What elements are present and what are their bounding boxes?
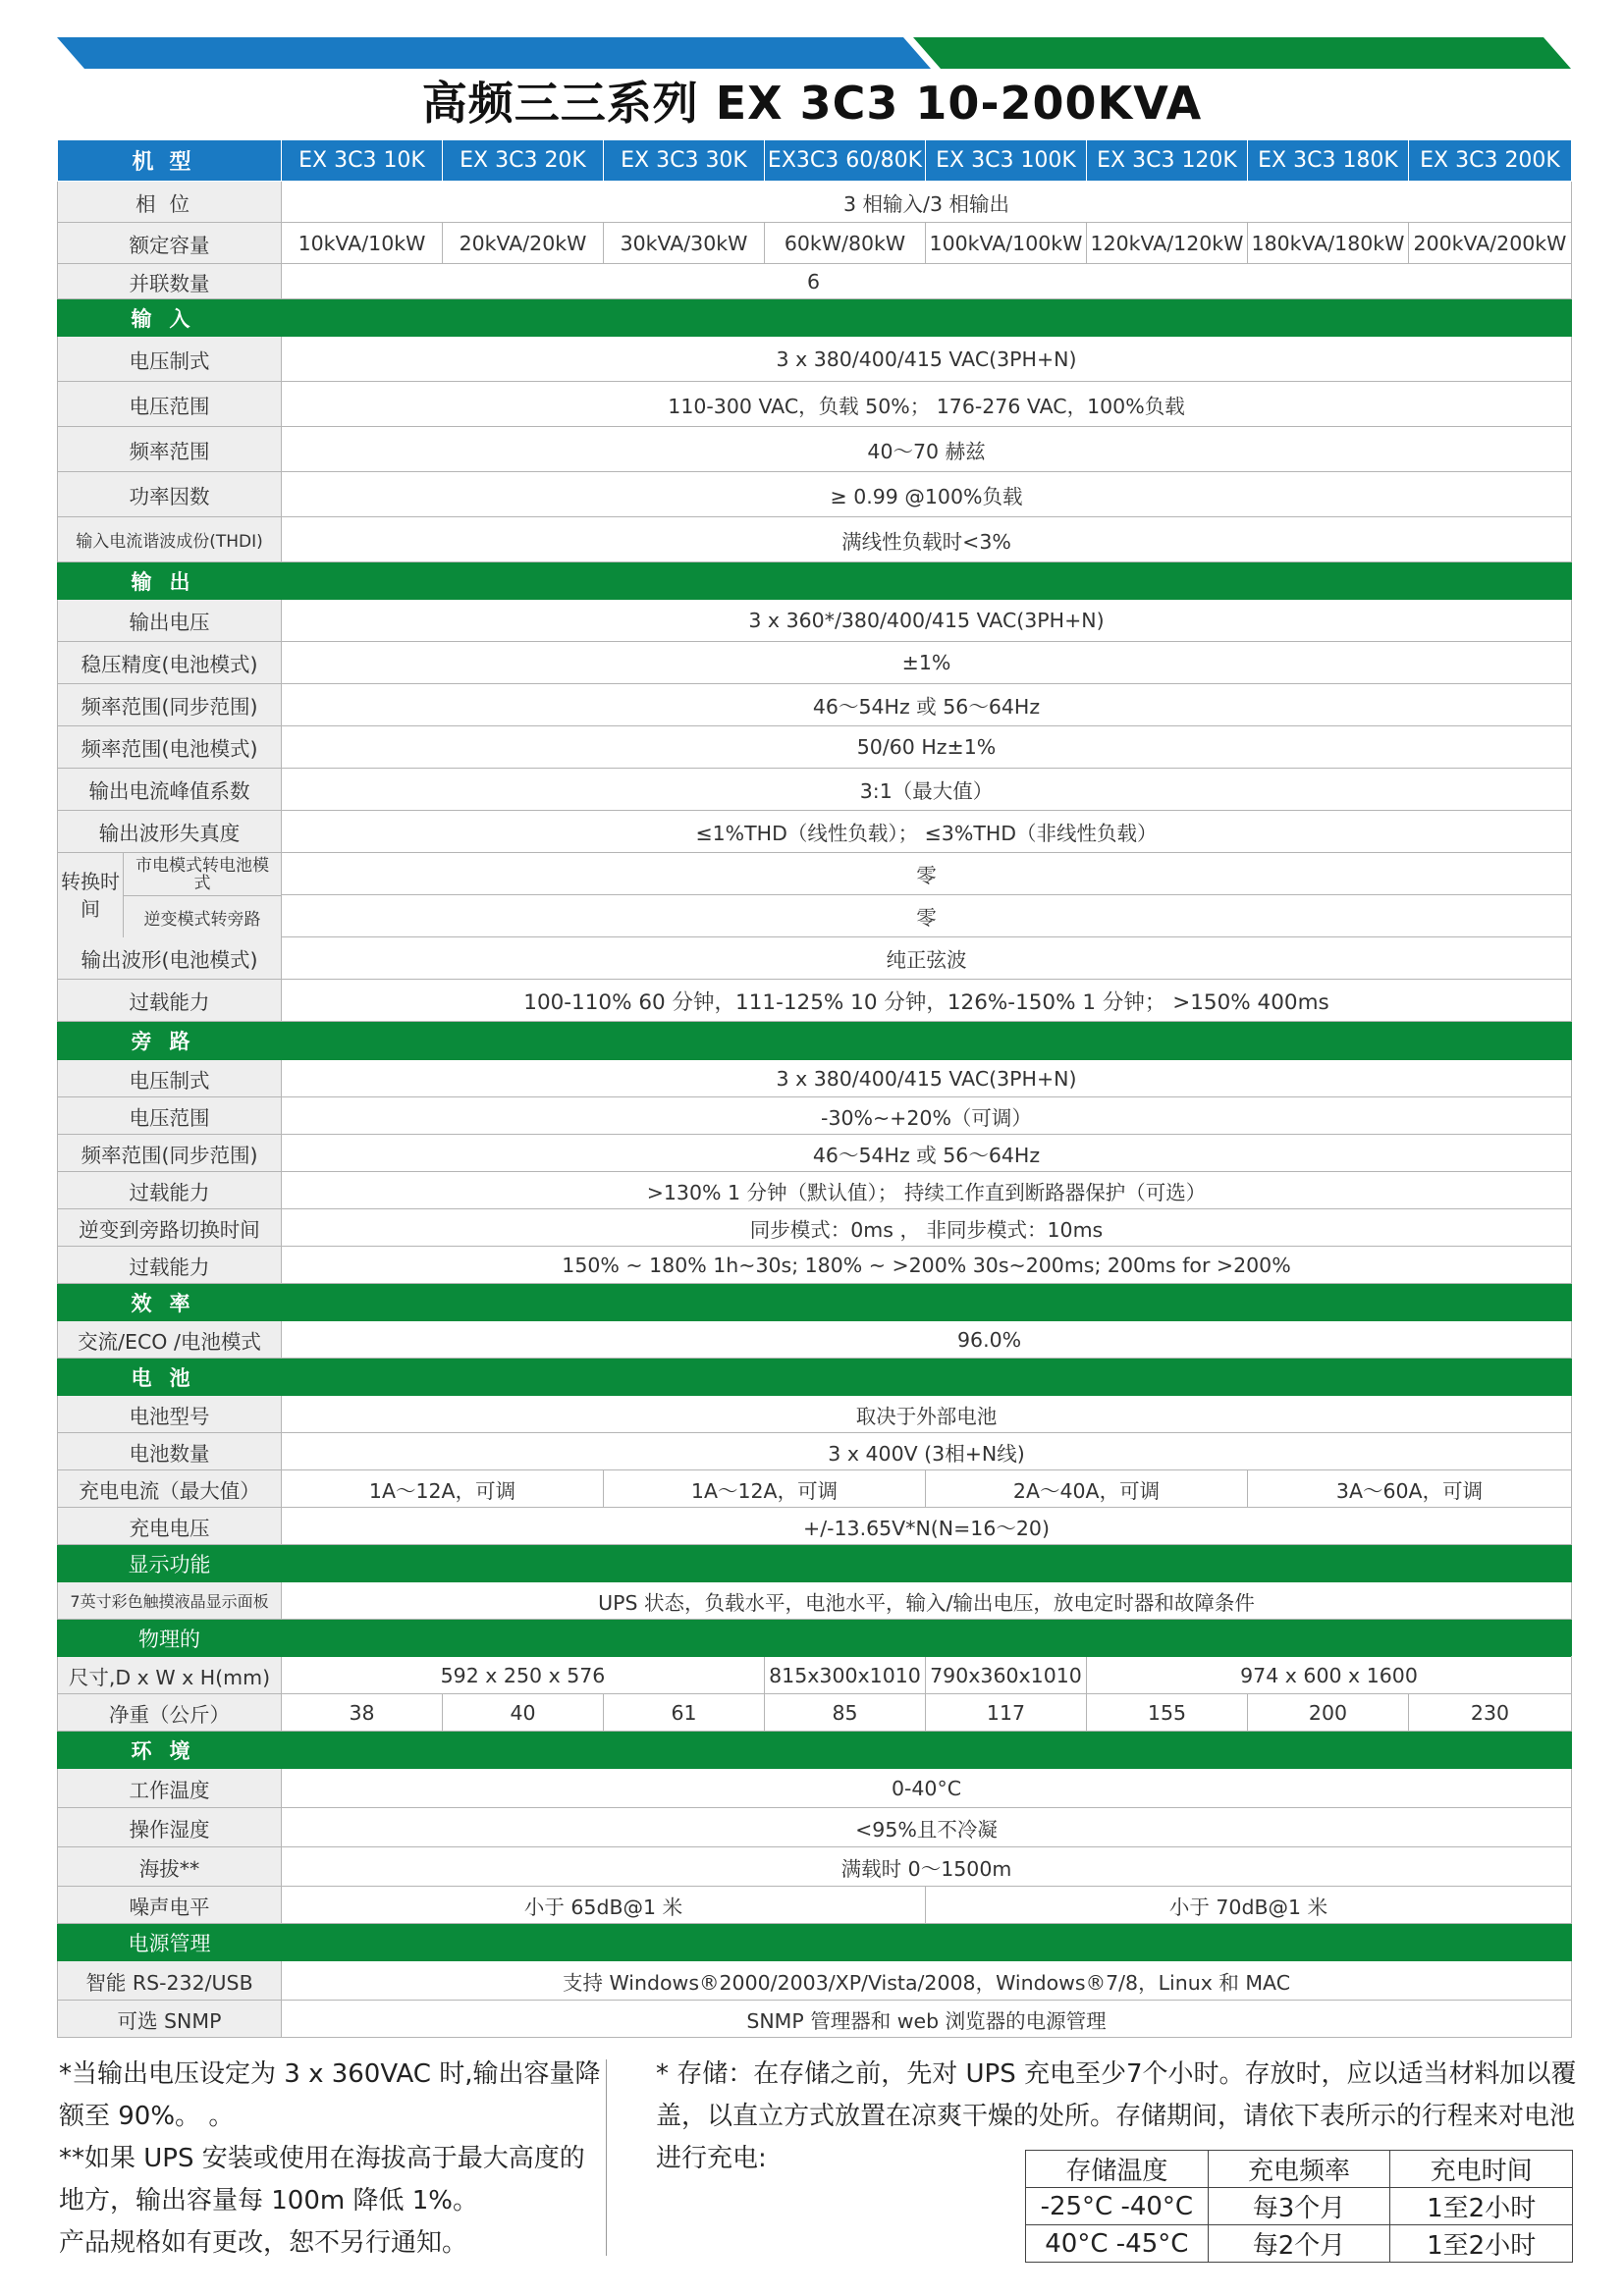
row-label: 过载能力	[58, 1247, 282, 1284]
row-value: -30%~+20%（可调）	[282, 1097, 1572, 1135]
row-value: 3 x 380/400/415 VAC(3PH+N)	[282, 337, 1572, 382]
noise-cell: 小于 70dB@1 米	[926, 1887, 1572, 1924]
row-value: 3 x 360*/380/400/415 VAC(3PH+N)	[282, 600, 1572, 642]
row-label: 净重（公斤）	[58, 1694, 282, 1732]
row-label: 频率范围(电池模式)	[58, 726, 282, 769]
spec-row	[58, 1508, 1572, 1545]
row-value: 取决于外部电池	[282, 1396, 1572, 1433]
dimension-cell: 790x360x1010	[926, 1657, 1087, 1694]
row-value: <95%且不冷凝	[282, 1808, 1572, 1847]
row-label: 电压范围	[58, 382, 282, 427]
footnotes-left	[59, 2054, 609, 2265]
row-label: 额定容量	[58, 223, 282, 264]
row-label: 海拔**	[58, 1847, 282, 1887]
storage-cell: 1至2小时	[1390, 2225, 1573, 2263]
spec-row	[58, 427, 1572, 472]
storage-header-cell: 充电时间	[1390, 2151, 1573, 2188]
weight-cell: 155	[1087, 1694, 1248, 1732]
spec-row	[58, 642, 1572, 684]
row-value: SNMP 管理器和 web 浏览器的电源管理	[282, 2001, 1572, 2038]
spec-row	[58, 811, 1572, 853]
model-cell: EX 3C3 100K	[926, 140, 1087, 182]
spec-row	[58, 1209, 1572, 1247]
storage-row	[1026, 2225, 1573, 2263]
spec-row	[58, 1657, 1572, 1694]
row-label: 逆变到旁路切换时间	[58, 1209, 282, 1247]
model-cell: EX 3C3 120K	[1087, 140, 1248, 182]
row-label: 噪声电平	[58, 1887, 282, 1924]
spec-row	[58, 1060, 1572, 1097]
row-label: 并联数量	[58, 264, 282, 299]
spec-row	[58, 2001, 1572, 2038]
spec-row	[58, 1097, 1572, 1135]
row-label: 过载能力	[58, 1172, 282, 1209]
row-label: 交流/ECO /电池模式	[58, 1321, 282, 1359]
section-title: 显示功能	[58, 1545, 282, 1582]
storage-cell: 每3个月	[1208, 2188, 1390, 2225]
row-label: 智能 RS-232/USB	[58, 1961, 282, 2001]
row-value: 50/60 Hz±1%	[282, 726, 1572, 769]
weight-cell: 38	[282, 1694, 443, 1732]
capacity-cell: 10kVA/10kW	[282, 223, 443, 264]
row-label: 输出电流峰值系数	[58, 769, 282, 811]
footnote: **如果 UPS 安装或使用在海拔高于最大高度的地方，输出容量每 100m 降低 1%。	[59, 2144, 585, 2216]
model-cell: EX 3C3 180K	[1248, 140, 1409, 182]
row-label: 尺寸,D x W x H(mm)	[58, 1657, 282, 1694]
section-title: 物理的	[58, 1620, 282, 1657]
storage-cell: 每2个月	[1208, 2225, 1390, 2263]
section-header-output	[58, 562, 1572, 600]
spec-table	[57, 139, 1572, 2038]
top-banner	[0, 0, 1624, 79]
storage-note: * 存储：在存储之前，先对 UPS 充电至少7个小时。存放时，应以适当材料加以覆盖，以直立方式放置在凉爽干燥的处所。存储期间，请依下表所示的行程来对电池进行充电:	[656, 2059, 1577, 2173]
model-header-row	[58, 140, 1572, 182]
spec-row	[58, 895, 1572, 937]
spec-row	[58, 382, 1572, 427]
row-label: 电池型号	[58, 1396, 282, 1433]
transfer-label-cell	[58, 853, 282, 930]
row-value: 3 相输入/3 相输出	[282, 182, 1572, 223]
storage-table	[1025, 2150, 1573, 2263]
spec-row	[58, 1396, 1572, 1433]
row-value: 3 x 400V (3相+N线)	[282, 1433, 1572, 1470]
section-header-input	[58, 299, 1572, 337]
spec-row	[58, 182, 1572, 223]
row-label: 工作温度	[58, 1769, 282, 1808]
model-label: 机型	[58, 140, 282, 182]
row-label: 频率范围	[58, 427, 282, 472]
row-label: 可选 SNMP	[58, 2001, 282, 2038]
spec-row	[58, 223, 1572, 264]
spec-row	[58, 1887, 1572, 1924]
row-value: 150% ~ 180% 1h~30s; 180% ~ >200% 30s~200ms; 200ms for >200%	[282, 1247, 1572, 1284]
row-value: 100-110% 60 分钟，111-125% 10 分钟，126%-150% 1 分钟； >150% 400ms	[282, 980, 1572, 1022]
charge-current-cell: 2A～40A，可调	[926, 1470, 1248, 1508]
model-cell: EX 3C3 20K	[443, 140, 604, 182]
footnote: *当输出电压设定为 3 x 360VAC 时,输出容量降额至 90%。 。	[59, 2059, 601, 2131]
weight-cell: 200	[1248, 1694, 1409, 1732]
row-label: 输出波形失真度	[58, 811, 282, 853]
spec-row	[58, 1847, 1572, 1887]
spec-row	[58, 264, 1572, 299]
spec-row	[58, 600, 1572, 642]
capacity-cell: 60kW/80kW	[765, 223, 926, 264]
weight-cell: 61	[604, 1694, 765, 1732]
row-label: 输出波形(电池模式)	[58, 937, 282, 980]
model-cell: EX 3C3 30K	[604, 140, 765, 182]
section-header-power-management	[58, 1924, 1572, 1961]
spec-row	[58, 1582, 1572, 1620]
row-label: 电压制式	[58, 337, 282, 382]
row-value: 3 x 380/400/415 VAC(3PH+N)	[282, 1060, 1572, 1097]
row-value: ≥ 0.99 @100%负载	[282, 472, 1572, 517]
spec-row	[58, 1172, 1572, 1209]
transfer-sub-label: 市电模式转电池模式	[124, 853, 281, 896]
noise-cell: 小于 65dB@1 米	[282, 1887, 926, 1924]
section-header-display	[58, 1545, 1572, 1582]
row-value: 支持 Windows®2000/2003/XP/Vista/2008，Windows®7/8，Linux 和 MAC	[282, 1961, 1572, 2001]
row-value: 3:1（最大值）	[282, 769, 1572, 811]
spec-row	[58, 769, 1572, 811]
weight-cell: 230	[1409, 1694, 1572, 1732]
spec-row	[58, 1961, 1572, 2001]
row-value: 满载时 0～1500m	[282, 1847, 1572, 1887]
row-value: 46～54Hz 或 56～64Hz	[282, 1135, 1572, 1172]
row-label: 稳压精度(电池模式)	[58, 642, 282, 684]
row-value: ≤1%THD（线性负载）； ≤3%THD（非线性负载）	[282, 811, 1572, 853]
storage-header-cell: 充电频率	[1208, 2151, 1390, 2188]
capacity-cell: 30kVA/30kW	[604, 223, 765, 264]
spec-row	[58, 1470, 1572, 1508]
row-value: 纯正弦波	[282, 937, 1572, 980]
dimension-cell: 974 x 600 x 1600	[1087, 1657, 1572, 1694]
banner-blue-stripe	[57, 37, 931, 69]
spec-row	[58, 980, 1572, 1022]
storage-header-row	[1026, 2151, 1573, 2188]
spec-row	[58, 1694, 1572, 1732]
storage-cell: -25°C -40°C	[1026, 2188, 1209, 2225]
row-label: 相位	[58, 182, 282, 223]
footnote: 产品规格如有更改，恕不另行通知。	[59, 2228, 468, 2258]
row-value: UPS 状态，负载水平，电池水平，输入/输出电压，放电定时器和故障条件	[282, 1582, 1572, 1620]
charge-current-cell: 3A～60A，可调	[1248, 1470, 1572, 1508]
storage-cell: 1至2小时	[1390, 2188, 1573, 2225]
spec-row	[58, 937, 1572, 980]
model-cell: EX 3C3 10K	[282, 140, 443, 182]
section-title: 输入	[58, 299, 282, 337]
spec-row	[58, 1321, 1572, 1359]
dimension-cell: 815x300x1010	[765, 1657, 926, 1694]
model-cell: EX 3C3 200K	[1409, 140, 1572, 182]
row-label: 输入电流谐波成份(THDI)	[58, 517, 282, 562]
storage-row	[1026, 2188, 1573, 2225]
capacity-cell: 200kVA/200kW	[1409, 223, 1572, 264]
section-title: 输出	[58, 562, 282, 600]
charge-current-cell: 1A～12A，可调	[604, 1470, 926, 1508]
spec-row	[58, 1808, 1572, 1847]
capacity-cell: 20kVA/20kW	[443, 223, 604, 264]
page-title: 高频三三系列 EX 3C3 10-200KVA	[421, 77, 1203, 130]
row-label: 频率范围(同步范围)	[58, 684, 282, 726]
row-value: 零	[282, 853, 1572, 895]
spec-row	[58, 726, 1572, 769]
row-label: 操作湿度	[58, 1808, 282, 1847]
spec-row	[58, 1135, 1572, 1172]
spec-row	[58, 517, 1572, 562]
row-label: 功率因数	[58, 472, 282, 517]
section-title: 电池	[58, 1359, 282, 1396]
dimension-cell: 592 x 250 x 576	[282, 1657, 765, 1694]
row-label: 过载能力	[58, 980, 282, 1022]
row-value: 零	[282, 895, 1572, 937]
row-value: 0-40°C	[282, 1769, 1572, 1808]
row-label: 输出电压	[58, 600, 282, 642]
row-label: 7英寸彩色触摸液晶显示面板	[58, 1582, 282, 1620]
storage-header-cell: 存储温度	[1026, 2151, 1209, 2188]
spec-row	[58, 1433, 1572, 1470]
row-label: 电压制式	[58, 1060, 282, 1097]
footnote-divider	[606, 2059, 607, 2256]
row-value: 同步模式：0ms ， 非同步模式：10ms	[282, 1209, 1572, 1247]
section-header-bypass	[58, 1022, 1572, 1060]
section-title: 效率	[58, 1284, 282, 1321]
row-value: 46～54Hz 或 56～64Hz	[282, 684, 1572, 726]
transfer-time-label: 转换时间	[58, 853, 124, 937]
row-value: 40～70 赫兹	[282, 427, 1572, 472]
capacity-cell: 120kVA/120kW	[1087, 223, 1248, 264]
transfer-sub-label: 逆变模式转旁路	[143, 909, 261, 930]
weight-cell: 40	[443, 1694, 604, 1732]
weight-cell: 85	[765, 1694, 926, 1732]
section-header-battery	[58, 1359, 1572, 1396]
row-label: 充电电流（最大值）	[58, 1470, 282, 1508]
row-label: 电压范围	[58, 1097, 282, 1135]
section-header-physical	[58, 1620, 1572, 1657]
row-value: >130% 1 分钟（默认值）； 持续工作直到断路器保护（可选）	[282, 1172, 1572, 1209]
capacity-cell: 180kVA/180kW	[1248, 223, 1409, 264]
charge-current-cell: 1A～12A，可调	[282, 1470, 604, 1508]
row-value: 满线性负载时<3%	[282, 517, 1572, 562]
section-title: 电源管理	[58, 1924, 282, 1961]
section-header-efficiency	[58, 1284, 1572, 1321]
model-cell: EX3C3 60/80K	[765, 140, 926, 182]
row-value: ±1%	[282, 642, 1572, 684]
row-label: 电池数量	[58, 1433, 282, 1470]
storage-cell: 40°C -45°C	[1026, 2225, 1209, 2263]
section-title: 旁路	[58, 1022, 282, 1060]
row-value: 96.0%	[282, 1321, 1572, 1359]
row-label: 频率范围(同步范围)	[58, 1135, 282, 1172]
row-value: 110-300 VAC，负载 50%； 176-276 VAC，100%负载	[282, 382, 1572, 427]
spec-row	[58, 337, 1572, 382]
spec-row	[58, 684, 1572, 726]
capacity-cell: 100kVA/100kW	[926, 223, 1087, 264]
row-value: +/-13.65V*N(N=16～20)	[282, 1508, 1572, 1545]
spec-row	[58, 1247, 1572, 1284]
spec-row	[58, 853, 1572, 895]
row-label: 充电电压	[58, 1508, 282, 1545]
spec-row	[58, 472, 1572, 517]
section-header-environment	[58, 1732, 1572, 1769]
spec-row	[58, 1769, 1572, 1808]
banner-green-stripe	[913, 37, 1571, 69]
row-value: 6	[282, 264, 1572, 299]
weight-cell: 117	[926, 1694, 1087, 1732]
section-title: 环境	[58, 1732, 282, 1769]
